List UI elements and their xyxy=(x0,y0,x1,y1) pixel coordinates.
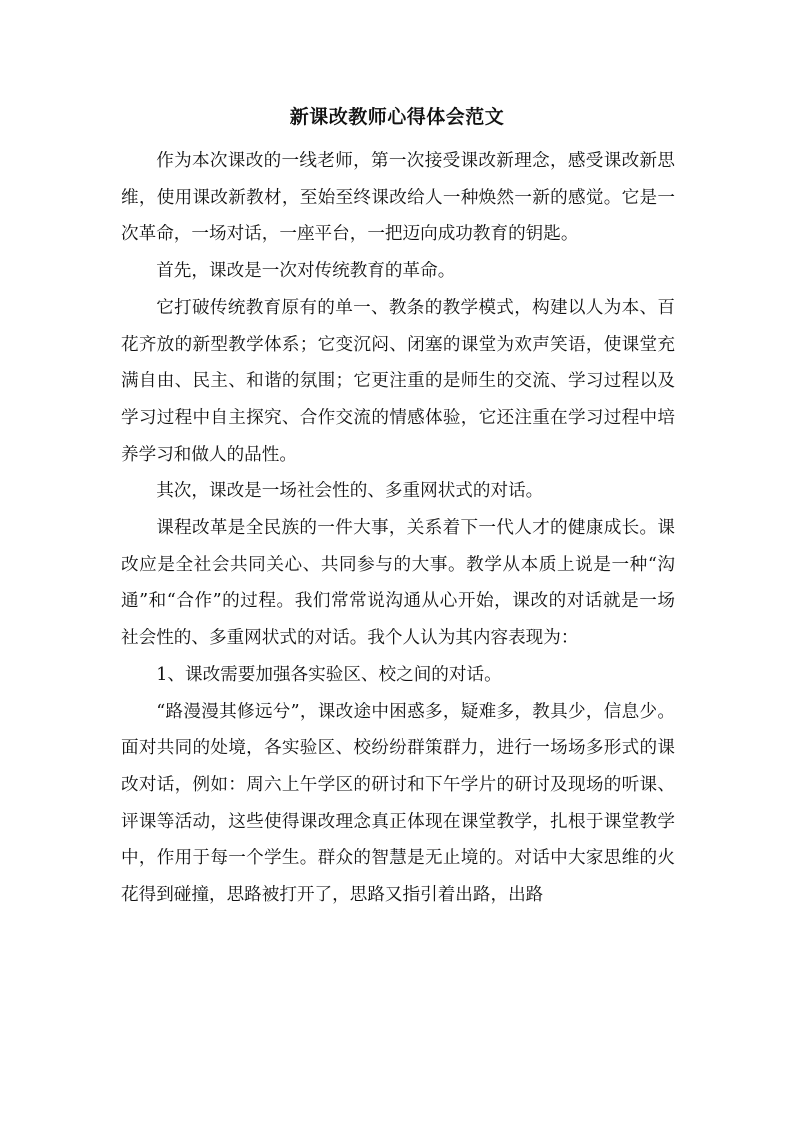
paragraph-first-point: 首先，课改是一次对传统教育的革命。 xyxy=(156,261,456,282)
paragraph-revolution-detail: 它打破传统教育原有的单一、教条的教学模式，构建以人为本、百花齐放的新型教学体系；它变沉闷、闭塞的课堂为欢声笑语，使课堂充满自由、民主、和谐的氛围；它更注重的是师生的交流、学习过程以及学习过程中自主探究、合作交流的情感体验，它还注重在学习过程中培养学习和做人的品性。 xyxy=(121,297,675,465)
paragraph-item-1: 1、课改需要加强各实验区、校之间的对话。 xyxy=(156,664,502,685)
document-body xyxy=(121,143,675,914)
document-title: 新课改教师心得体会范文 xyxy=(289,106,505,128)
paragraph-second-point: 其次，课改是一场社会性的、多重网状式的对话。 xyxy=(156,481,544,502)
paragraph-item-1-detail: “路漫漫其修远兮”，课改途中困惑多，疑难多，教具少，信息少。面对共同的处境，各实验区、校纷纷群策群力，进行一场场多形式的课改对话，例如：周六上午学区的研讨和下午学片的研讨及现场的听课、评课等活动，这些使得课改理念真正体现在课堂教学，扎根于课堂教学中，作用于每一个学生。群众的智慧是无止境的。对话中大家思维的火花得到碰撞，思路被打开了，思路又指引着出路，出路 xyxy=(121,701,675,906)
paragraph-dialogue-detail: 课程改革是全民族的一件大事，关系着下一代人才的健康成长。课改应是全社会共同关心、共同参与的大事。教学从本质上说是一种“沟通”和“合作”的过程。我们常常说沟通从心开始，课改的对话就是一场社会性的、多重网状式的对话。我个人认为其内容表现为： xyxy=(121,518,675,649)
paragraph-intro: 作为本次课改的一线老师，第一次接受课改新理念，感受课改新思维，使用课改新教材，至始至终课改给人一种焕然一新的感觉。它是一次革命，一场对话，一座平台，一把迈向成功教育的钥匙。 xyxy=(121,151,675,245)
